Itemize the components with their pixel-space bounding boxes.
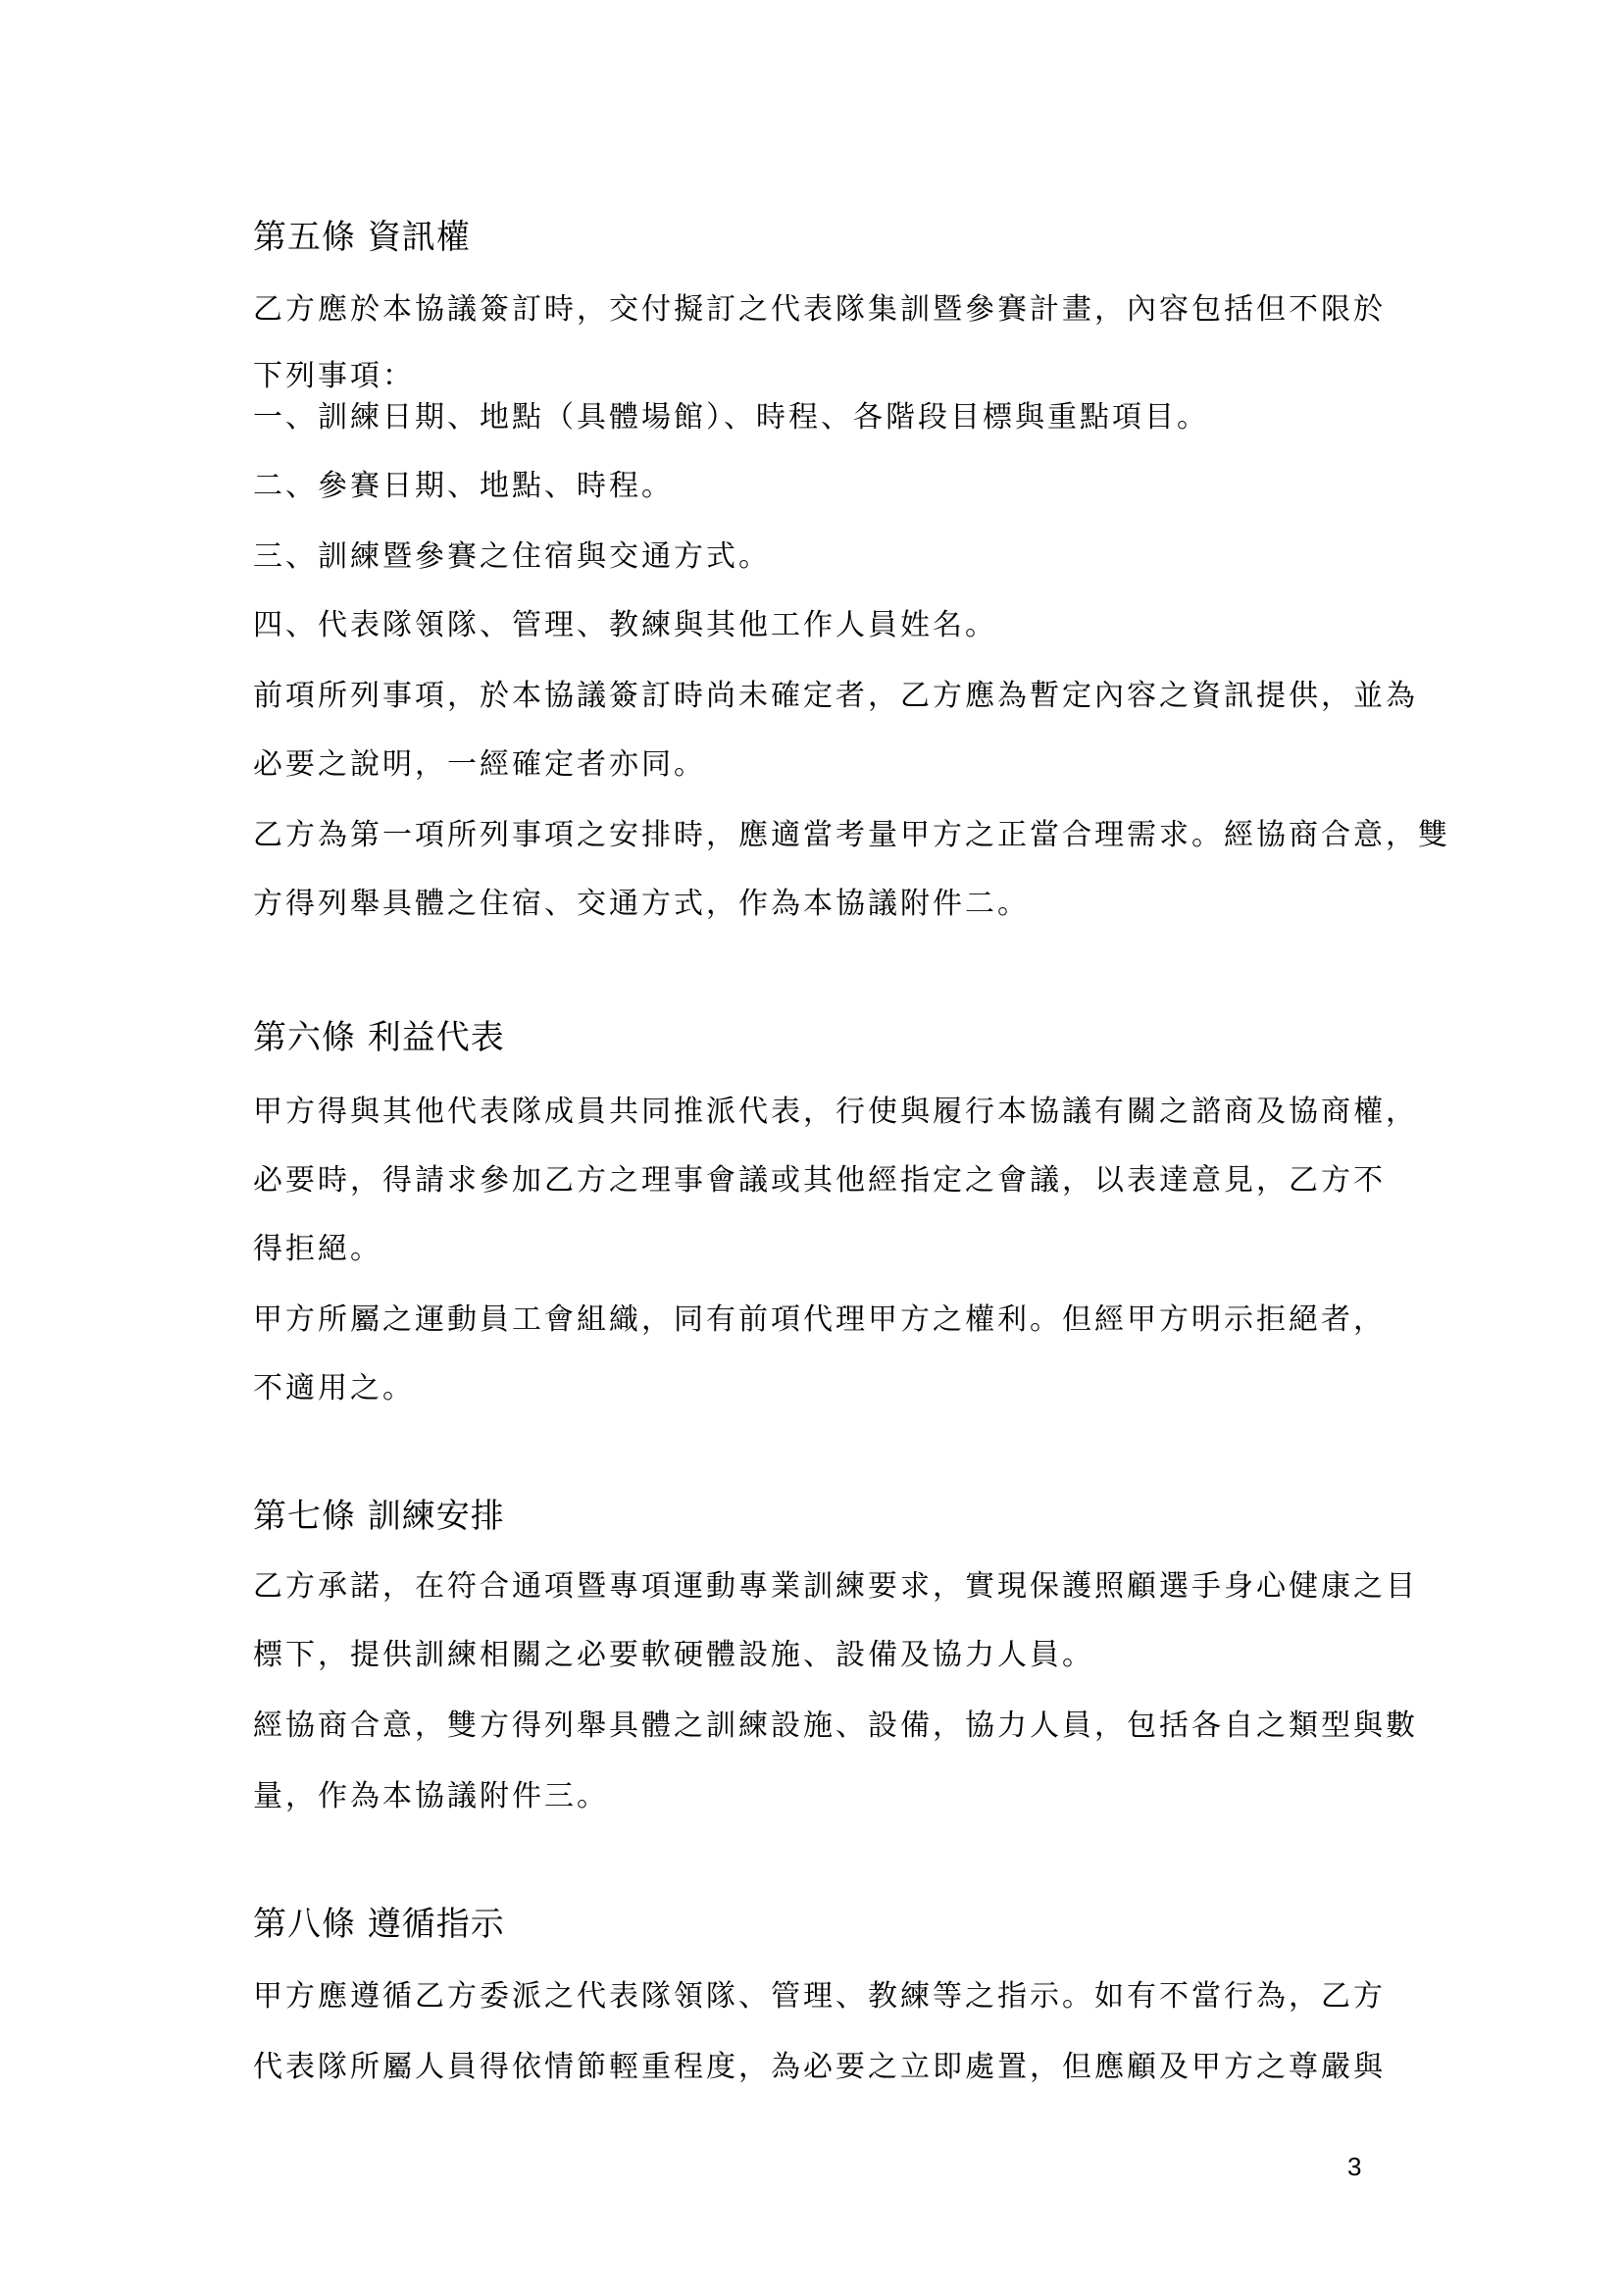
- article-7-line-2: 標下，提供訓練相關之必要軟硬體設施、設備及協力人員。: [253, 1638, 1094, 1672]
- article-5-line-2: 下列事項：: [253, 359, 415, 393]
- article-5-line-6: 四、代表隊領隊、管理、教練與其他工作人員姓名。: [253, 608, 997, 642]
- article-5-line-5: 三、訓練暨參賽之住宿與交通方式。: [253, 539, 771, 574]
- article-5-title: 第五條 資訊權: [253, 218, 471, 257]
- article-5-line-3: 一、訓練日期、地點（具體場館）、時程、各階段目標與重點項目。: [253, 400, 1209, 434]
- article-5-line-10: 方得列舉具體之住宿、交通方式，作為本協議附件二。: [253, 887, 1030, 921]
- article-8-title: 第八條 遵循指示: [253, 1905, 505, 1944]
- article-5-line-1: 乙方應於本協議簽訂時，交付擬訂之代表隊集訓暨參賽計畫，內容包括但不限於: [253, 292, 1386, 327]
- article-8-line-1: 甲方應遵循乙方委派之代表隊領隊、管理、教練等之指示。如有不當行為，乙方: [253, 1979, 1386, 2014]
- article-6-line-3: 得拒絕。: [253, 1232, 382, 1266]
- page-number: 3: [1347, 2152, 1362, 2181]
- article-7-title: 第七條 訓練安排: [253, 1497, 505, 1536]
- article-6-line-5: 不適用之。: [253, 1371, 415, 1405]
- article-7-line-4: 量，作為本協議附件三。: [253, 1779, 609, 1813]
- article-6-line-4: 甲方所屬之運動員工會組織，同有前項代理甲方之權利。但經甲方明示拒絕者，: [253, 1302, 1386, 1337]
- article-5-line-8: 必要之說明，一經確定者亦同。: [253, 747, 706, 782]
- article-6-line-1: 甲方得與其他代表隊成員共同推派代表，行使與履行本協議有關之諮商及協商權，: [253, 1095, 1418, 1129]
- article-5-line-4: 二、參賽日期、地點、時程。: [253, 469, 674, 503]
- article-7-line-1: 乙方承諾，在符合通項暨專項運動專業訓練要求，實現保護照顧選手身心健康之目: [253, 1569, 1418, 1604]
- article-5-line-9: 乙方為第一項所列事項之安排時，應適當考量甲方之正當合理需求。經協商合意，雙: [253, 818, 1450, 852]
- article-6-title: 第六條 利益代表: [253, 1018, 505, 1057]
- article-6-line-2: 必要時，得請求參加乙方之理事會議或其他經指定之會議，以表達意見，乙方不: [253, 1163, 1386, 1198]
- article-8-line-2: 代表隊所屬人員得依情節輕重程度，為必要之立即處置，但應顧及甲方之尊嚴與: [253, 2050, 1386, 2084]
- article-5-line-7: 前項所列事項，於本協議簽訂時尚未確定者，乙方應為暫定內容之資訊提供，並為: [253, 679, 1418, 713]
- article-7-line-3: 經協商合意，雙方得列舉具體之訓練設施、設備，協力人員，包括各自之類型與數: [253, 1709, 1418, 1743]
